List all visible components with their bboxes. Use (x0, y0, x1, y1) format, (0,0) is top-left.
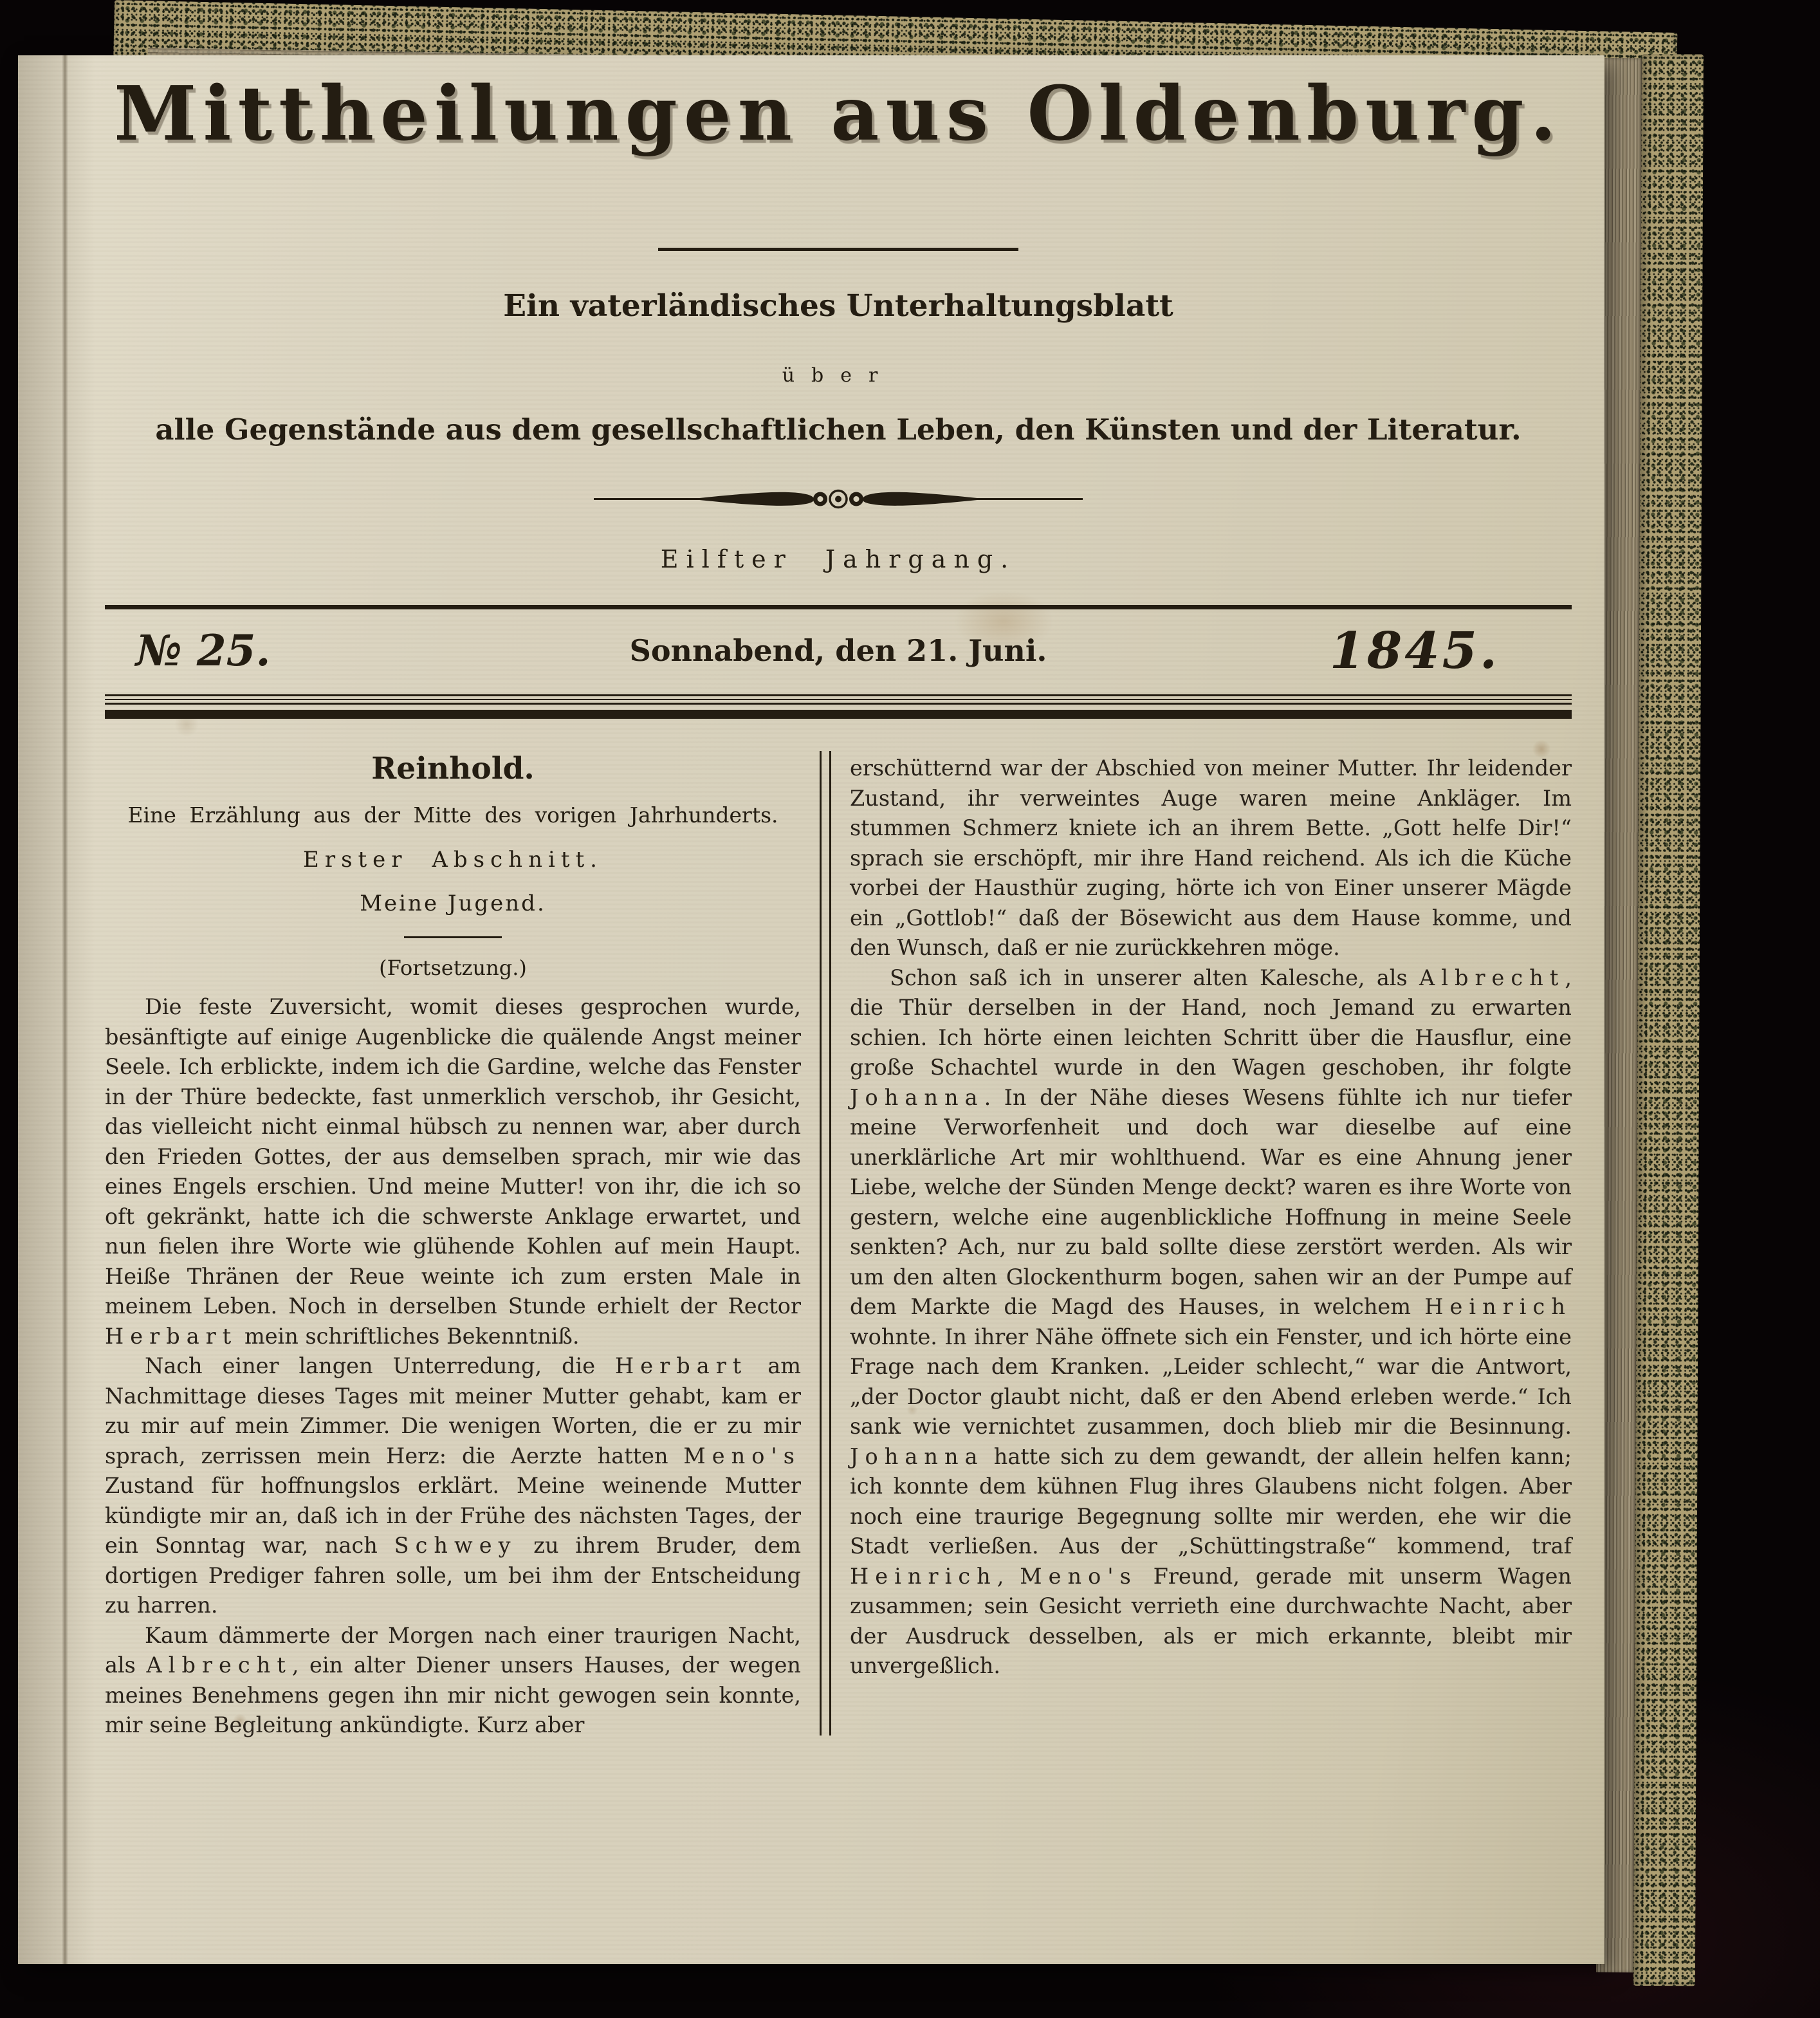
emphasized-name: Herbart (615, 1353, 748, 1378)
article-mini-rule (404, 936, 502, 938)
paragraph-text: Schon saß ich in unserer alten Kalesche, als (890, 965, 1419, 990)
issue-number: № 25. (136, 625, 271, 676)
article-columns (105, 747, 1572, 1741)
emphasized-name: Schwey (394, 1533, 517, 1558)
column-left-paragraphs (105, 992, 801, 1741)
paragraph-text: , die Thür derselben in der Hand, noch Jemand zu erwarten schien. Ich hörte einen leichten Schritt über die Hausflur, eine große Schachtel wurde in den Wagen geschoben, ihr folgte (850, 965, 1572, 1080)
page-gutter-shade (18, 55, 95, 1964)
newspaper-page (18, 55, 1604, 1964)
column-right (850, 747, 1572, 1741)
paragraph-text: wohnte. In ihrer Nähe öffnete sich ein Fenster, und ich hörte eine Frage nach dem Kranken. „Leider schlecht,“ war die Antwort, „der Doctor glaubt nicht, daß er den Abend erleben werde.“ Ich sank wie vernichtet zusammen, doch blieb mir die Besinnung. (850, 1324, 1572, 1439)
masthead-scope: alle Gegenstände aus dem gesellschaftlichen Leben, den Künsten und der Literatur. (155, 412, 1521, 447)
ornament-divider (105, 486, 1572, 512)
masthead-subtitle: Ein vaterländisches Unterhaltungsblatt (503, 288, 1173, 324)
article-paragraph (105, 1351, 801, 1621)
emphasized-name: Albrecht (146, 1652, 292, 1678)
article-paragraph (105, 1621, 801, 1741)
header-rule-top (105, 605, 1572, 609)
paragraph-text: Nach einer langen Unterredung, die (145, 1353, 616, 1378)
paragraph-text: Die feste Zuversicht, womit dieses gesprochen wurde, besänftigte auf einige Augenblicke die quälende Angst meiner Seele. Ich erblickte, indem ich die Gardine, welche das Fenster in der Thüre bedeckte, fast unmerklich verschob, ihr Gesicht, das vielleicht nicht einmal hübsch zu nennen war, aber durch den Frieden Gottes, der aus demselben sprach, mir wie das eines Engels erschien. Und meine Mutter! von ihr, die ich so oft gekränkt, hatte ich die schwerste Anklage erwartet, und nun fielen ihre Worte wie glühende Kohlen auf mein Haupt. Heiße Thränen der Reue weinte ich zum ersten Male in meinem Leben. Noch in derselben Stunde erhielt der Rector (105, 994, 801, 1319)
article-title: Reinhold. (371, 751, 535, 786)
masthead-rule (658, 248, 1018, 251)
column-divider (801, 747, 850, 1741)
emphasized-name: Heinrich (1424, 1294, 1572, 1319)
emphasized-name: Meno's (1020, 1563, 1137, 1589)
edition-line: Eilfter Jahrgang. (660, 545, 1016, 573)
article-paragraph (105, 992, 801, 1351)
emphasized-name: Albrecht (1419, 965, 1565, 990)
article-subtitle: Eine Erzählung aus der Mitte des vorigen Jahrhunderts. (127, 802, 778, 828)
article-section: Erster Abschnitt. (303, 847, 603, 873)
article-paragraph (850, 754, 1572, 963)
continuation-note: (Fortsetzung.) (379, 956, 527, 980)
book-cover-fore-edge (1633, 54, 1704, 1986)
emphasized-name: Heinrich (850, 1563, 997, 1589)
issue-year: 1845. (1329, 621, 1500, 680)
issue-date: Sonnabend, den 21. Juni. (629, 633, 1047, 668)
paragraph-text: , (997, 1563, 1020, 1589)
paragraph-text: Zustand für hoffnungslos erklärt. Meine weinende Mutter kündigte mir an, daß ich in der Frühe des nächsten Tages, der ein Sonntag war, nach (105, 1473, 801, 1558)
page-content (105, 55, 1572, 1741)
paragraph-text: hatte sich zu dem gewandt, der allein helfen kann; ich konnte dem kühnen Flug ihres Glaubens nicht folgen. Aber noch eine traurige Begegnung sollte mir werden, ehe wir die Stadt verließen. Aus der „Schüttingstraße“ kommend, traf (850, 1443, 1572, 1559)
column-right-paragraphs (850, 754, 1572, 1681)
paragraph-text: . In der Nähe dieses Wesens fühlte ich nur tiefer meine Verworfenheit und doch war dieselbe auf eine unerklärliche Art mir wohlthuend. War es eine Ahnung jener Liebe, welche der Sünden Menge deckt? waren es ihre Worte von gestern, welche eine augenblickliche Hoffnung in meine Seele senkten? Ach, nur zu bald sollte diese zerstört werden. Als wir um den alten Glockenthurm bogen, sahen wir an der Pumpe auf dem Markte die Magd des Hauses, in welchem (850, 1084, 1572, 1319)
page-gutter-fold (62, 55, 68, 1964)
paragraph-text: am Nachmittage dieses Tages mit meiner Mutter gehabt, kam er zu mir auf mein Zimmer. Die wenigen Worten, die er zu mir sprach, zerrissen mein Herz: die Aerzte hatten (105, 1353, 801, 1468)
issue-bar (105, 618, 1572, 683)
article-chapter: Meine Jugend. (360, 891, 546, 916)
ornament-divider-icon (594, 486, 1083, 512)
paragraph-text: , ein alter Diener unsers Hauses, der wegen meines Benehmens gegen ihn mir nicht gewogen sein konnte, mir seine Begleitung ankündigte. Kurz aber (105, 1652, 801, 1737)
paragraph-text: mein schriftliches Bekenntniß. (237, 1323, 580, 1349)
header-rule-bottom (105, 694, 1572, 720)
article-paragraph (850, 963, 1572, 1681)
masthead-title: Mittheilungen aus Oldenburg. (114, 70, 1563, 158)
emphasized-name: Herbart (105, 1323, 238, 1349)
column-left (105, 747, 801, 1741)
paragraph-text: zu ihrem Bruder, dem dortigen Prediger fahren solle, um bei ihm der Entscheidung zu harren. (105, 1533, 801, 1618)
paragraph-text: Freund, gerade mit unserm Wagen zusammen; sein Gesicht verrieth eine durchwachte Nacht, aber der Ausdruck desselben, als er mich erkannte, bleibt mir unvergeßlich. (850, 1563, 1572, 1678)
emphasized-name: Johanna (850, 1084, 984, 1110)
emphasized-name: Meno's (683, 1443, 801, 1468)
masthead-subtitle-connector: über (782, 364, 895, 387)
emphasized-name: Johanna (850, 1443, 984, 1469)
paragraph-text: erschütternd war der Abschied von meiner Mutter. Ihr leidender Zustand, ihr verweintes Auge waren meine Ankläger. Im stummen Schmerz kniete ich an ihrem Bette. „Gott helfe Dir!“ sprach sie erschöpft, mir ihre Hand reichend. Als ich die Küche vorbei der Hausthür zuging, hörte ich von Einer unserer Mägde ein „Gottlob!“ daß der Bösewicht aus dem Hause komme, und den Wunsch, daß er nie zurückkehren möge. (850, 755, 1572, 960)
paragraph-text: Kaum dämmerte der Morgen nach einer traurigen Nacht, als (105, 1622, 801, 1678)
